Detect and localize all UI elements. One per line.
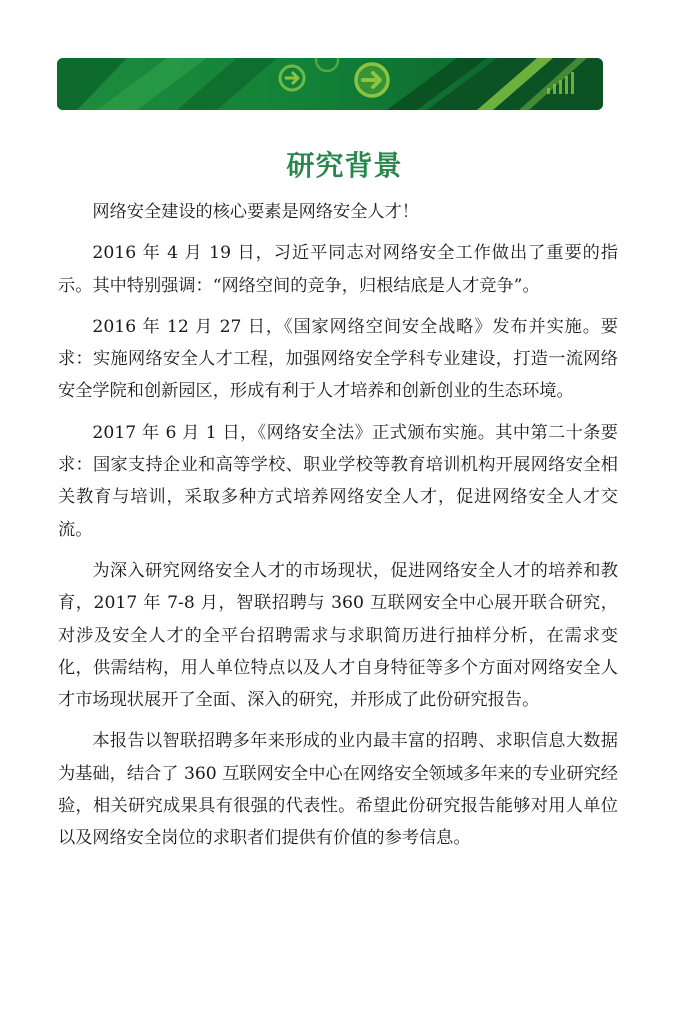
body-text: [58, 196, 618, 864]
paragraph: 本报告以智联招聘多年来形成的业内最丰富的招聘、求职信息大数据为基础，结合了 360 互联网安全中心在网络安全领域多年来的专业研究经验，相关研究成果具有很强的代表性。希望此份研究报告能够对用人单位以及网络安全岗位的求职者们提供有价值的参考信息。: [58, 731, 618, 849]
paragraph: 2016 年 4 月 19 日，习近平同志对网络安全工作做出了重要的指示。其中特别强调：“网络空间的竞争，归根结底是人才竞争”。: [58, 243, 618, 296]
paragraph: 2016 年 12 月 27 日，《国家网络空间安全战略》发布并实施。要求：实施网络安全人才工程，加强网络安全学科专业建设，打造一流网络安全学院和创新园区，形成有利于人才培养和创新创业的生态环境。: [58, 316, 618, 402]
page-title: 研究背景: [286, 149, 403, 182]
banner-graphic: [57, 58, 603, 110]
paragraph: 2017 年 6 月 1 日，《网络安全法》正式颁布实施。其中第二十条要求：国家支持企业和高等学校、职业学校等教育培训机构开展网络安全相关教育与培训，采取多种方式培养网络安全人才，促进网络安全人才交流。: [58, 422, 618, 540]
arrow-right-circle-icon: [355, 63, 389, 97]
paragraph: 网络安全建设的核心要素是网络安全人才！: [92, 202, 419, 222]
paragraph: 为深入研究网络安全人才的市场现状，促进网络安全人才的培养和教育，2017 年 7-8 月，智联招聘与 360 互联网安全中心展开联合研究，对涉及安全人才的全平台招聘需求与求职简历进行抽样分析，在需求变化，供需结构，用人单位特点以及人才自身特征等多个方面对网络安全人才市场现状展开了全面、深入的研究，并形成了此份研究报告。: [58, 560, 618, 711]
header-banner: [57, 58, 603, 110]
